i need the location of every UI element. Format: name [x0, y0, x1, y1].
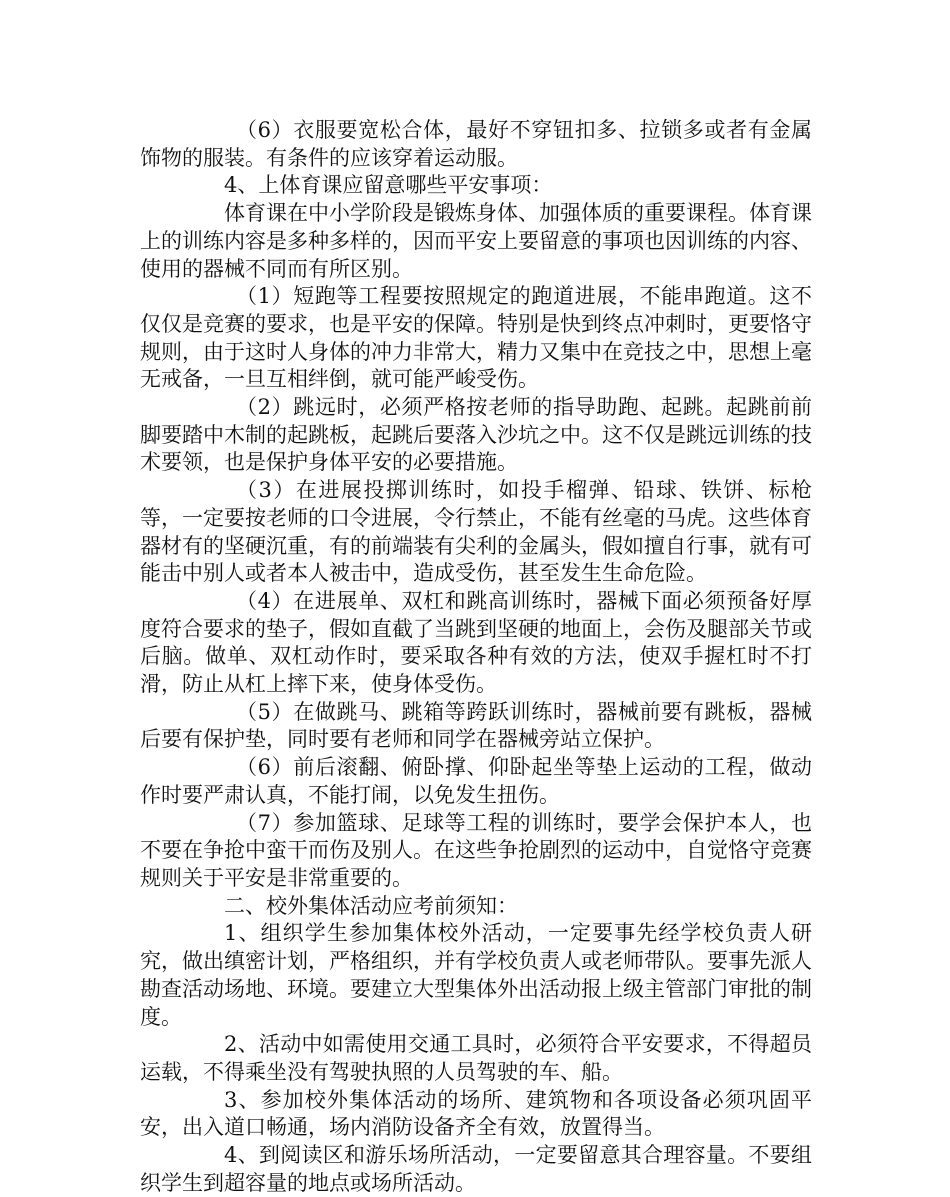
paragraph-clothing: （6）衣服要宽松合体，最好不穿钮扣多、拉锁多或者有金属饰物的服装。有条件的应该穿着运动服。	[140, 118, 812, 170]
paragraph-venues: 3、参加校外集体活动的场所、建筑物和各项设备必须巩固平安，出入道口畅通，场内消防设备齐全有效，放置得当。	[140, 1087, 812, 1140]
document-body	[140, 117, 812, 1197]
paragraph-transport: 2、活动中如需使用交通工具时，必须符合平安要求，不得超员运载，不得乘坐没有驾驶执照的人员驾驶的车、船。	[140, 1032, 812, 1084]
paragraph-capacity: 4、到阅读区和游乐场所活动，一定要留意其合理容量。不要组织学生到超容量的地点或场所活动。	[140, 1143, 812, 1195]
paragraph-mat-exercises: （6）前后滚翻、俯卧撑、仰卧起坐等垫上运动的工程，做动作时要严肃认真，不能打闹，以免发生扭伤。	[140, 755, 812, 807]
paragraph-pe-intro: 体育课在中小学阶段是锻炼身体、加强体质的重要课程。体育课上的训练内容是多种多样的，因而平安上要留意的事项也因训练的内容、使用的器械不同而有所区别。	[140, 201, 812, 281]
paragraph-heading-outdoor: 二、校外集体活动应考前须知：	[224, 893, 518, 918]
paragraph-ball-games: （7）参加篮球、足球等工程的训练时，要学会保护本人，也不要在争抢中蛮干而伤及别人。在这些争抢剧烈的运动中，自觉恪守竞赛规则关于平安是非常重要的。	[140, 810, 812, 890]
paragraph-sprint: （1）短跑等工程要按照规定的跑道进展，不能串跑道。这不仅仅是竞赛的要求，也是平安的保障。特别是快到终点冲刺时，更要恪守规则，由于这时人身体的冲力非常大，精力又集中在竞技之中，思想上毫无戒备，一旦互相绊倒，就可能严峻受伤。	[140, 284, 812, 392]
paragraph-outdoor-organization: 1、组织学生参加集体校外活动，一定要事先经学校负责人研究，做出缜密计划，严格组织，并有学校负责人或老师带队。要事先派人勘查活动场地、环境。要建立大型集体外出活动报上级主管部门审批的制度。	[140, 921, 812, 1029]
paragraph-bars-high-jump: （4）在进展单、双杠和跳高训练时，器械下面必须预备好厚度符合要求的垫子，假如直截了当跳到坚硬的地面上，会伤及腿部关节或后脑。做单、双杠动作时，要采取各种有效的方法，使双手握杠时不打滑，防止从杠上摔下来，使身体受伤。	[140, 588, 812, 697]
paragraph-vaulting: （5）在做跳马、跳箱等跨跃训练时，器械前要有跳板，器械后要有保护垫，同时要有老师和同学在器械旁站立保护。	[140, 699, 812, 752]
paragraph-throwing: （3）在进展投掷训练时，如投手榴弹、铅球、铁饼、标枪等，一定要按老师的口令进展，令行禁止，不能有丝毫的马虎。这些体育器材有的坚硬沉重，有的前端装有尖利的金属头，假如擅自行事，就有可能击中别人或者本人被击中，造成受伤，甚至发生生命危险。	[140, 478, 812, 586]
paragraph-long-jump: （2）跳远时，必须严格按老师的指导助跑、起跳。起跳前前脚要踏中木制的起跳板，起跳后要落入沙坑之中。这不仅是跳远训练的技术要领，也是保护身体平安的必要措施。	[140, 395, 812, 475]
paragraph-heading-pe-safety: 4、上体育课应留意哪些平安事项：	[224, 173, 553, 198]
